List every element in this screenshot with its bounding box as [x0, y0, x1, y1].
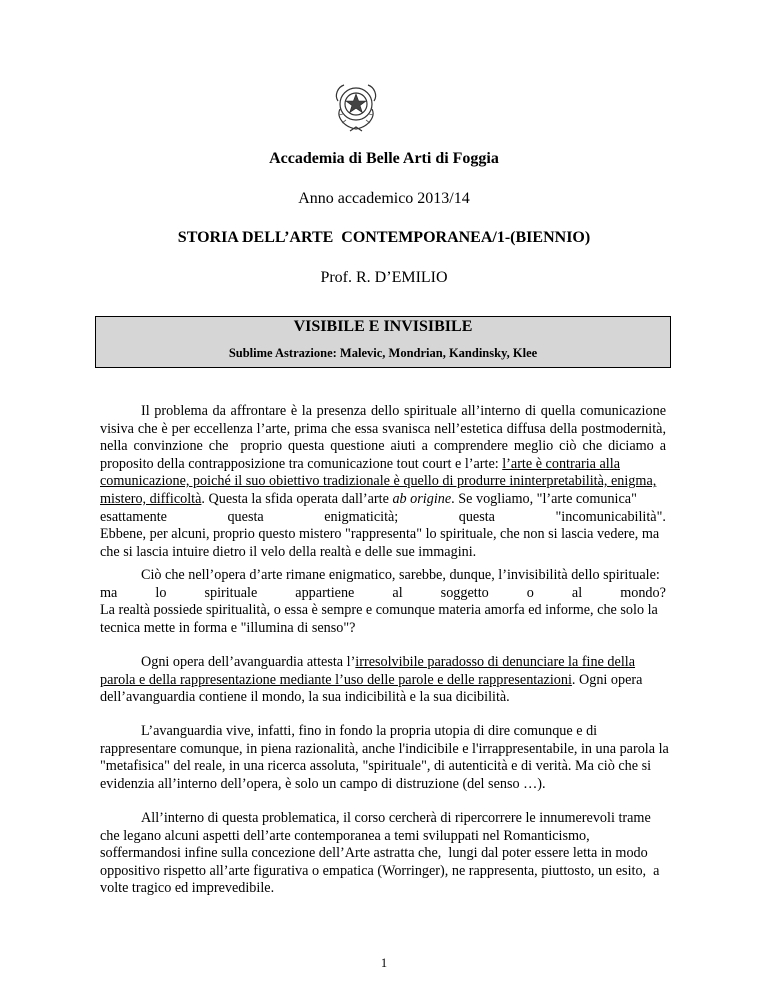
text-line [100, 526, 666, 544]
institution-name: Accademia di Belle Arti di Foggia [269, 150, 499, 167]
text-span: L’avanguardia vive, infatti, fino in fondo la propria utopia di dire comunque e di [141, 723, 598, 739]
text-line [100, 758, 666, 776]
text-line [100, 880, 666, 898]
title-box [95, 316, 671, 368]
text-line [100, 544, 666, 562]
text-span: tecnica mette in forma e "illumina di senso"? [100, 619, 356, 636]
italic-text: ab origine [392, 490, 452, 507]
text-span: rappresentare comunque, in piena razionalità, anche l'indicibile e l'irrappresentabile, in una parola la [100, 740, 669, 757]
document-title: VISIBILE E INVISIBILE [293, 318, 473, 335]
word: appartiene [295, 584, 355, 601]
text-line [100, 491, 666, 509]
text-line [100, 672, 666, 690]
word: o [526, 584, 534, 601]
text-line [100, 654, 666, 672]
text-span: Ciò che nell’opera d’arte rimane enigmatico, sarebbe, dunque, l’invisibilità dello spirituale: [141, 567, 660, 583]
text-span: . Se vogliamo, "l’arte comunica" [451, 490, 637, 507]
text-span: dell’avanguardia contiene il mondo, la sua indicibilità e la sua dicibilità. [100, 689, 510, 706]
word: questa [227, 508, 264, 525]
text-line [100, 403, 666, 421]
text-line [100, 845, 666, 863]
text-line [100, 776, 666, 794]
word: spirituale [204, 584, 258, 601]
professor-name: Prof. R. D’EMILIO [320, 269, 448, 286]
text-span: . Ogni opera [571, 671, 643, 688]
text-line [100, 740, 669, 759]
text-line [100, 723, 666, 741]
page-number: 1 [380, 956, 388, 970]
text-span: Il problema da affrontare è la presenza dello spirituale all’interno di quella comunicazione [141, 403, 666, 419]
paragraph-4 [100, 723, 669, 793]
course-title: STORIA DELL’ARTE CONTEMPORANEA/1-(BIENNIO) [177, 229, 591, 246]
text-span: volte tragico ed imprevedibile. [100, 880, 275, 897]
word: mondo? [620, 584, 666, 601]
document-subtitle: Sublime Astrazione: Malevic, Mondrian, Kandinsky, Klee [228, 346, 538, 360]
text-line [100, 810, 666, 828]
text-line [100, 828, 666, 846]
text-line [100, 421, 666, 439]
word: esattamente [100, 508, 167, 525]
text-span: nella convinzione che proprio questa questione aiuti a comprendere meglio ciò che diciamo a [100, 438, 666, 455]
text-span: "metafisica" del reale, in una ricerca assoluta, "spirituale", di autenticità e di verità. Ma ciò che si [100, 758, 652, 775]
word: al [392, 584, 403, 601]
word: soggetto [440, 584, 489, 601]
text-line [100, 620, 666, 638]
text-span: evidenzia all’interno dell’opera, è solo un campo di distruzione (del senso …). [100, 775, 546, 792]
underlined-text: irresolvibile paradosso di denunciare la fine della [355, 654, 636, 670]
text-span: proposito della contrapposizione tra comunicazione tout court e l’arte: [100, 455, 503, 472]
text-line [100, 509, 666, 527]
italian-republic-emblem-icon [330, 79, 382, 135]
word: lo [155, 584, 167, 601]
academic-year: Anno accademico 2013/14 [298, 190, 470, 207]
paragraph-3 [100, 654, 666, 707]
paragraph-1 [100, 403, 666, 561]
underlined-text: mistero, difficoltà [100, 490, 202, 507]
text-line [100, 473, 666, 491]
word: "incomunicabilità". [555, 508, 666, 525]
text-span: oppositivo rispetto all’arte figurativa o empatica (Worringer), ne rappresenta, piuttosto, un esito, a [100, 862, 660, 879]
text-line [100, 602, 666, 620]
text-line [100, 567, 666, 585]
text-span: . Questa la sfida operata dall’arte [201, 490, 393, 507]
paragraph-2 [100, 567, 666, 637]
text-span: Ebbene, per alcuni, proprio questo mistero "rappresenta" lo spirituale, che non si lascia vedere, ma [100, 526, 660, 543]
underlined-text: l’arte è contraria alla [502, 455, 620, 472]
text-span: All’interno di questa problematica, il corso cercherà di ripercorrere le innumerevoli trame [141, 810, 651, 826]
text-line [100, 456, 666, 474]
text-line [100, 585, 666, 603]
word: ma [100, 584, 118, 601]
text-span: La realtà possiede spiritualità, o essa è sempre e comunque materia amorfa ed informe, che solo la [100, 602, 658, 619]
word: questa [458, 508, 495, 525]
text-line [100, 438, 666, 456]
text-line [100, 863, 666, 881]
underlined-text: parola e della rappresentazione mediante l’uso delle parole e delle rappresentazioni [100, 671, 572, 688]
text-line [100, 689, 666, 707]
word: enigmaticità; [324, 508, 399, 525]
paragraph-5 [100, 810, 666, 898]
word: al [571, 584, 583, 601]
text-span: soffermandosi infine sulla concezione dell’Arte astratta che, lungi dal poter essere letta in modo [100, 845, 648, 862]
text-span: visiva che è per eccellenza l’arte, prima che essa svanisca nell’estetica diffusa della postmodernità, [100, 420, 666, 437]
text-span: che si lascia intuire dietro il velo della realtà e delle sue immagini. [100, 543, 477, 560]
text-span: che legano alcuni aspetti dell’arte contemporanea a temi sviluppati nel Romanticismo, [100, 827, 590, 844]
text-span: Ogni opera dell’avanguardia attesta l’ [141, 654, 356, 670]
underlined-text: comunicazione, poiché il suo obiettivo tradizionale è quello di produrre ininterpretabilità, enigma, [100, 473, 657, 490]
